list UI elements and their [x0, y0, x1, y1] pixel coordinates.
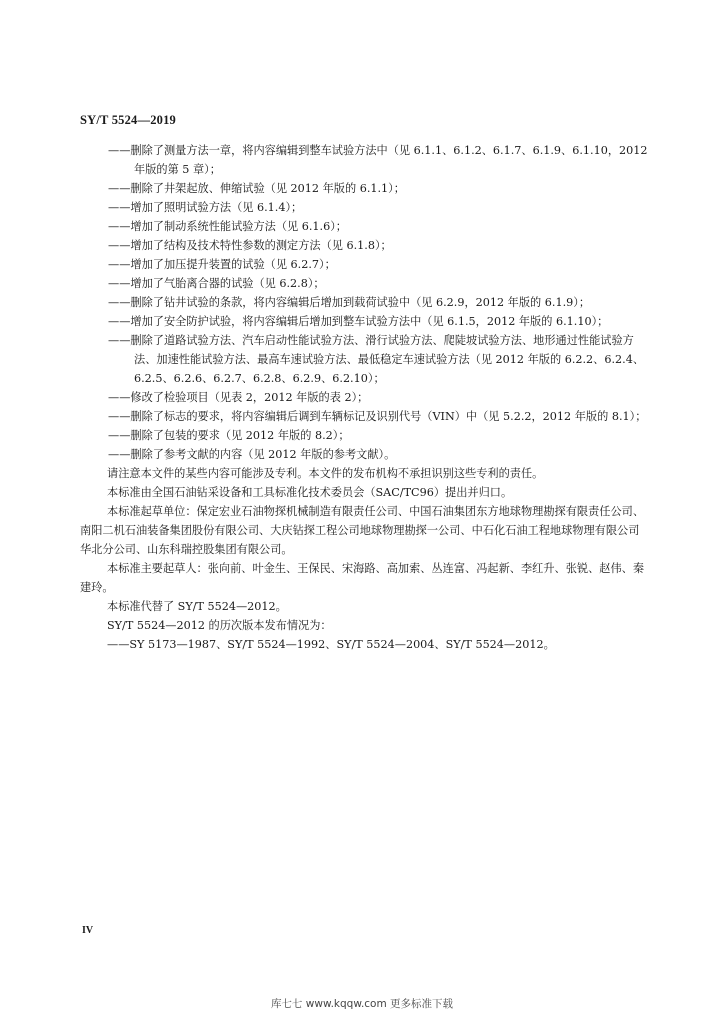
change-item: ——删除了参考文献的内容（见 2012 年版的参考文献）。 — [108, 448, 396, 461]
change-item: ——删除了钻井试验的条款，将内容编辑后增加到载荷试验中（见 6.2.9，2012 年版的 6.1.9）； — [108, 296, 591, 309]
change-item: ——修改了检验项目（见表 2，2012 年版的表 2）； — [108, 391, 369, 404]
foreword-body — [80, 141, 648, 654]
history-list: ——SY 5173—1987、SY/T 5524—1992、SY/T 5524—2004、SY/T 5524—2012。 — [107, 638, 555, 651]
replaces-statement: 本标准代替了 SY/T 5524—2012。 — [107, 600, 287, 613]
change-item: ——增加了气胎离合器的试验（见 6.2.8）； — [108, 277, 325, 290]
drafters: 本标准主要起草人：张向前、叶金生、王保民、宋海路、高加索、丛连富、冯起新、李红升、张锐、赵伟、秦建玲。 — [80, 562, 645, 594]
patent-notice: 请注意本文件的某些内容可能涉及专利。本文件的发布机构不承担识别这些专利的责任。 — [107, 467, 544, 480]
proposed-by-statement: 本标准由全国石油钻采设备和工具标准化技术委员会（SAC/TC96）提出并归口。 — [107, 486, 513, 499]
document-code: SY/T 5524—2019 — [80, 113, 176, 127]
change-item: ——删除了包装的要求（见 2012 年版的 8.2）； — [108, 429, 350, 442]
history-intro: SY/T 5524—2012 的历次版本发布情况为： — [107, 619, 332, 632]
change-item: ——删除了道路试验方法、汽车启动性能试验方法、滑行试验方法、爬陡坡试验方法、地形通过性能试验方法、加速性能试验方法、最高车速试验方法、最低稳定车速试验方法（见 2012 年版的 6.2.2、6.2.4、6.2.5、6.2.6、6.2.7、6.2.8、6.2.9、6.2.10）； — [108, 334, 645, 385]
change-item: ——删除了井架起放、伸缩试验（见 2012 年版的 6.1.1）； — [108, 182, 405, 195]
change-item: ——增加了制动系统性能试验方法（见 6.1.6）； — [108, 220, 347, 233]
page-number: IV — [82, 925, 94, 936]
change-item: ——增加了结构及技术特性参数的测定方法（见 6.1.8）； — [108, 239, 392, 252]
change-item: ——增加了安全防护试验，将内容编辑后增加到整车试验方法中（见 6.1.5，2012 年版的 6.1.10）； — [108, 315, 609, 328]
change-item: ——增加了照明试验方法（见 6.1.4）； — [108, 201, 303, 214]
change-item: ——增加了加压提升装置的试验（见 6.2.7）； — [108, 258, 336, 271]
change-item: ——删除了测量方法一章，将内容编辑到整车试验方法中（见 6.1.1、6.1.2、6.1.7、6.1.9、6.1.10，2012 年版的第 5 章）； — [108, 144, 648, 176]
drafting-units: 本标准起草单位：保定宏业石油物探机械制造有限责任公司、中国石油集团东方地球物理勘探有限责任公司、南阳二机石油装备集团股份有限公司、大庆钻探工程公司地球物理勘探一公司、中石化石油工程地球物理有限公司华北分公司、山东科瑞控股集团有限公司。 — [80, 505, 645, 556]
change-item: ——删除了标志的要求，将内容编辑后调到车辆标记及识别代号（VIN）中（见 5.2.2，2012 年版的 8.1）； — [108, 410, 647, 423]
footer-watermark: 库七七 www.kqqw.com 更多标准下载 — [270, 998, 454, 1010]
